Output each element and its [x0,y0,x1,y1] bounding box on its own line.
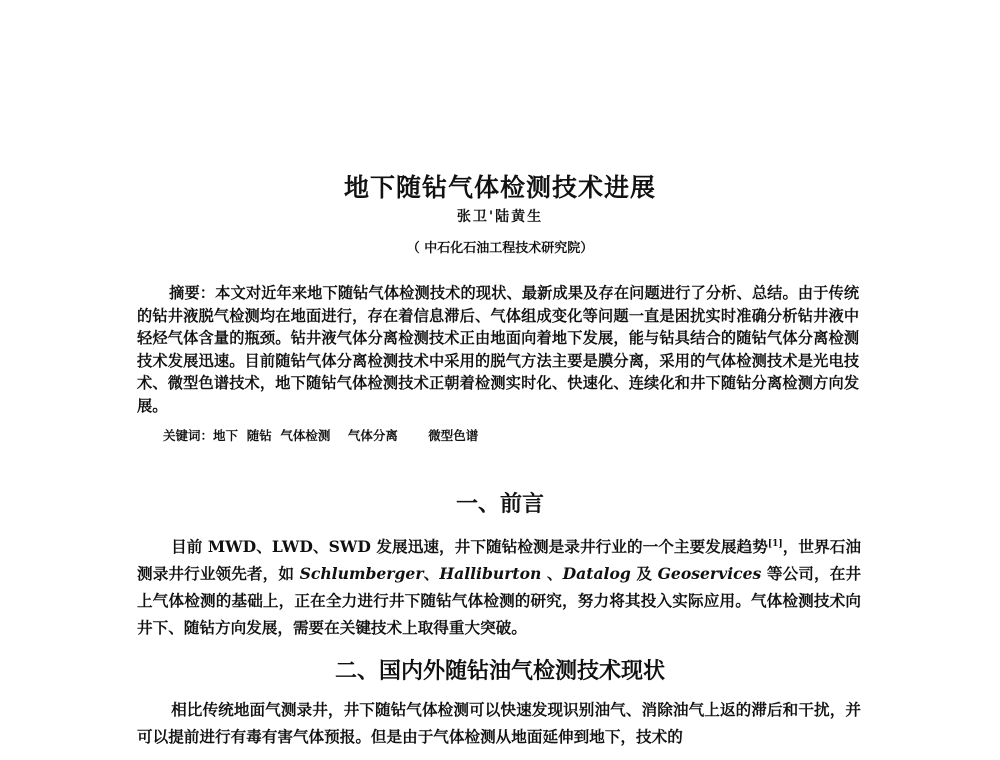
section-status-paragraph [137,696,861,750]
company-name: Datalog [562,564,631,583]
keywords-text: 地下 随钻 气体检测 气体分离 微型色谱 [213,428,479,443]
separator: 、 [541,564,563,583]
intro-text-b: ，世界石油测录井行业领先者，如 [137,537,861,583]
abstract-text: 本文对近年来地下随钻气体检测技术的现状、最新成果及存在问题进行了分析、总结。由于传统的钻井液脱气检测均在地面进行，存在着信息滞后、气体组成变化等问题一直是困扰实时准确分析钻井液中轻烃气体含量的瓶颈。钻井液气体分离检测技术正由地面向着地下发展，能与钻具结合的随钻气体分离检测技术发展迅速。目前随钻气体分离检测技术中采用的脱气方法主要是膜分离，采用的气体检测技术是光电技术、微型色谱技术，地下随钻气体检测技术正朝着检测实时化、快速化、连续化和井下随钻分离检测方向发展。 [137,284,860,415]
status-text: 相比传统地面气测录井，井下随钻气体检测可以快速发现识别油气、消除油气上返的滞后和干扰，并可以提前进行有毒有害气体预报。但是由于气体检测从地面延伸到地下，技术的 [137,700,861,746]
keywords [163,426,863,444]
separator: 、 [423,564,440,583]
paper-title: 地下随钻气体检测技术进展 [343,173,656,202]
intro-text-a: 目前 MWD、LWD、SWD 发展迅速，井下随钻检测是录井行业的一个主要发展趋势 [171,537,768,556]
company-name: Halliburton [439,564,542,583]
paper-authors: 张卫'陆黄生 [456,209,544,225]
section-heading-introduction: 一、前言 [455,492,544,517]
separator: 及 [630,564,658,583]
abstract [137,282,859,417]
keywords-label: 关键词： [163,428,214,443]
company-name: Geoservices [657,564,762,583]
section-heading-status: 二、国内外随钻油气检测技术现状 [334,659,665,684]
intro-text-c: 等公司，在井上气体检测的基础上，正在全力进行井下随钻气体检测的研究，努力将其投入实际应用。气体检测技术向井下、随钻方向发展，需要在关键技术上取得重大突破。 [137,564,861,637]
paper-affiliation: （ 中石化石油工程技术研究院） [406,241,594,256]
abstract-label: 摘要： [169,284,216,302]
section-introduction-paragraph [137,533,861,641]
citation-ref: [1] [767,538,783,549]
company-name: Schlumberger [299,564,424,583]
